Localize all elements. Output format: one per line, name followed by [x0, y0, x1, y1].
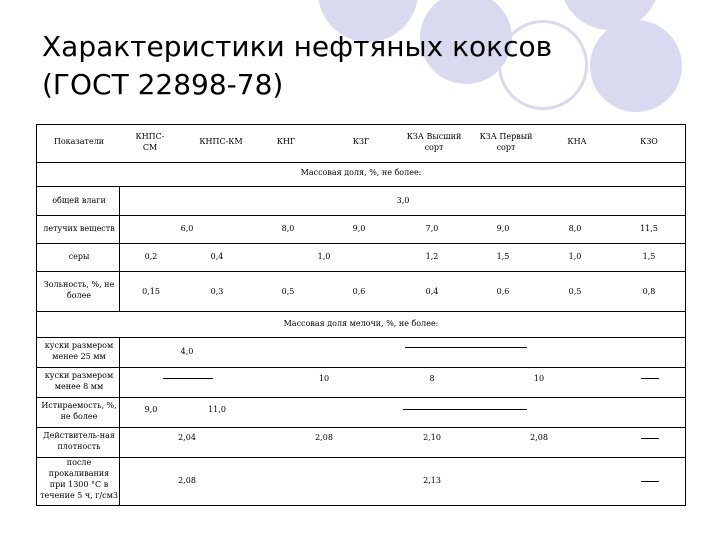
row-volatile-v7: 11,5 [640, 224, 658, 233]
row-sulfur-v1: 0,2 [144, 252, 158, 261]
dash-not-applicable [405, 347, 527, 348]
header-kng: КНГ [276, 137, 296, 146]
header-kza-first-line2: сорт [496, 143, 516, 152]
row-ash-label-line2: более [66, 291, 92, 300]
header-parameter: Показатели [53, 137, 105, 146]
header-kna: КНА [567, 137, 587, 146]
row-pieces8-v2: 8 [429, 374, 435, 383]
row-pieces8-v1: 10 [318, 374, 330, 383]
column-divider [119, 337, 120, 505]
column-divider [119, 186, 120, 311]
section-mass-fraction: Массовая доля, %, не более: [300, 168, 422, 177]
row-sulfur-v6: 1,0 [568, 252, 582, 261]
row-calcined-v2: 2,13 [423, 476, 441, 485]
row-divider [37, 243, 685, 244]
row-divider [37, 186, 685, 187]
row-calcined-label-line1: после [66, 458, 92, 467]
dash-not-applicable [163, 378, 213, 379]
row-volatile-v2: 8,0 [281, 224, 295, 233]
row-density-v1: 2,04 [178, 433, 196, 442]
row-sulfur-v5: 1,5 [496, 252, 510, 261]
row-pieces25-label-line1: куски размером [44, 341, 114, 350]
row-moisture-label: общей влаги [52, 196, 106, 205]
row-ash-v2: 0,3 [210, 287, 224, 296]
row-ash-v3: 0,5 [281, 287, 295, 296]
row-density-v3: 2,10 [423, 433, 441, 442]
title-line-1: Характеристики нефтяных коксов [42, 30, 553, 63]
row-divider [37, 337, 685, 338]
row-sulfur-label: серы [68, 252, 90, 261]
row-volatile-v5: 9,0 [496, 224, 510, 233]
row-calcined-label-line2: прокаливания [48, 469, 110, 478]
coke-characteristics-table [36, 124, 686, 506]
header-kzo: КЗО [640, 137, 658, 146]
row-volatile-v3: 9,0 [352, 224, 366, 233]
decor-circle-3 [590, 20, 682, 112]
row-ash-v8: 0,8 [642, 287, 656, 296]
row-density-v4: 2,08 [530, 433, 548, 442]
row-pieces8-label-line2: менее 8 мм [54, 382, 104, 391]
row-divider [37, 367, 685, 368]
row-moisture-value: 3,0 [396, 196, 410, 205]
row-density-v2: 2,08 [315, 433, 333, 442]
row-ash-label-line1: Зольность, %, не [43, 280, 115, 289]
header-knps-sm-line1: КНПС- [135, 132, 165, 141]
dash-not-applicable [403, 409, 527, 410]
row-divider [37, 457, 685, 458]
row-abrasion-label-line1: Истираемость, %, [41, 401, 117, 410]
row-volatile-v6: 8,0 [568, 224, 582, 233]
row-ash-v5: 0,4 [425, 287, 439, 296]
row-ash-v7: 0,5 [568, 287, 582, 296]
section-fines-fraction: Массовая доля мелочи, %, не более: [283, 319, 439, 328]
row-ash-v6: 0,6 [496, 287, 510, 296]
row-sulfur-v3: 1,0 [317, 252, 331, 261]
row-volatile-v1: 6,0 [180, 224, 194, 233]
row-sulfur-v7: 1,5 [642, 252, 656, 261]
header-kzg: КЗГ [352, 137, 370, 146]
row-pieces25-label-line2: менее 25 мм [52, 352, 106, 361]
row-sulfur-v4: 1,2 [425, 252, 439, 261]
dash-not-applicable [641, 378, 659, 379]
row-divider [37, 215, 685, 216]
header-kza-top-line1: КЗА Высший [406, 132, 462, 141]
header-knps-sm-line2: СМ [142, 143, 158, 152]
row-density-label-line1: Действитель-ная [43, 431, 115, 440]
row-calcined-label-line3: при 1300 °С в [49, 480, 109, 489]
row-calcined-v1: 2,08 [178, 476, 196, 485]
row-ash-v1: 0,15 [142, 287, 160, 296]
row-divider [37, 427, 685, 428]
row-divider [37, 271, 685, 272]
row-abrasion-label-line2: не более [60, 412, 98, 421]
slide-title [42, 28, 552, 104]
row-pieces25-v1: 4,0 [180, 347, 194, 356]
row-divider [37, 311, 685, 312]
title-line-2: (ГОСТ 22898-78) [42, 68, 284, 101]
row-volatile-label: летучих веществ [43, 224, 115, 233]
row-divider [37, 162, 685, 163]
row-pieces8-label-line1: куски размером [44, 371, 114, 380]
row-abrasion-v1: 9,0 [144, 405, 158, 414]
row-abrasion-v2: 11,0 [208, 405, 226, 414]
row-divider [37, 397, 685, 398]
header-kza-top-line2: сорт [424, 143, 444, 152]
dash-not-applicable [641, 481, 659, 482]
row-volatile-v4: 7,0 [425, 224, 439, 233]
row-pieces8-v3: 10 [533, 374, 545, 383]
row-sulfur-v2: 0,4 [210, 252, 224, 261]
header-kza-first-line1: КЗА Первый [479, 132, 533, 141]
dash-not-applicable [641, 438, 659, 439]
row-density-label-line2: плотность [57, 442, 101, 451]
row-ash-v4: 0,6 [352, 287, 366, 296]
header-knps-km: КНПС-КМ [199, 137, 243, 146]
row-calcined-label-line4: течение 5 ч, г/см3 [40, 491, 118, 500]
